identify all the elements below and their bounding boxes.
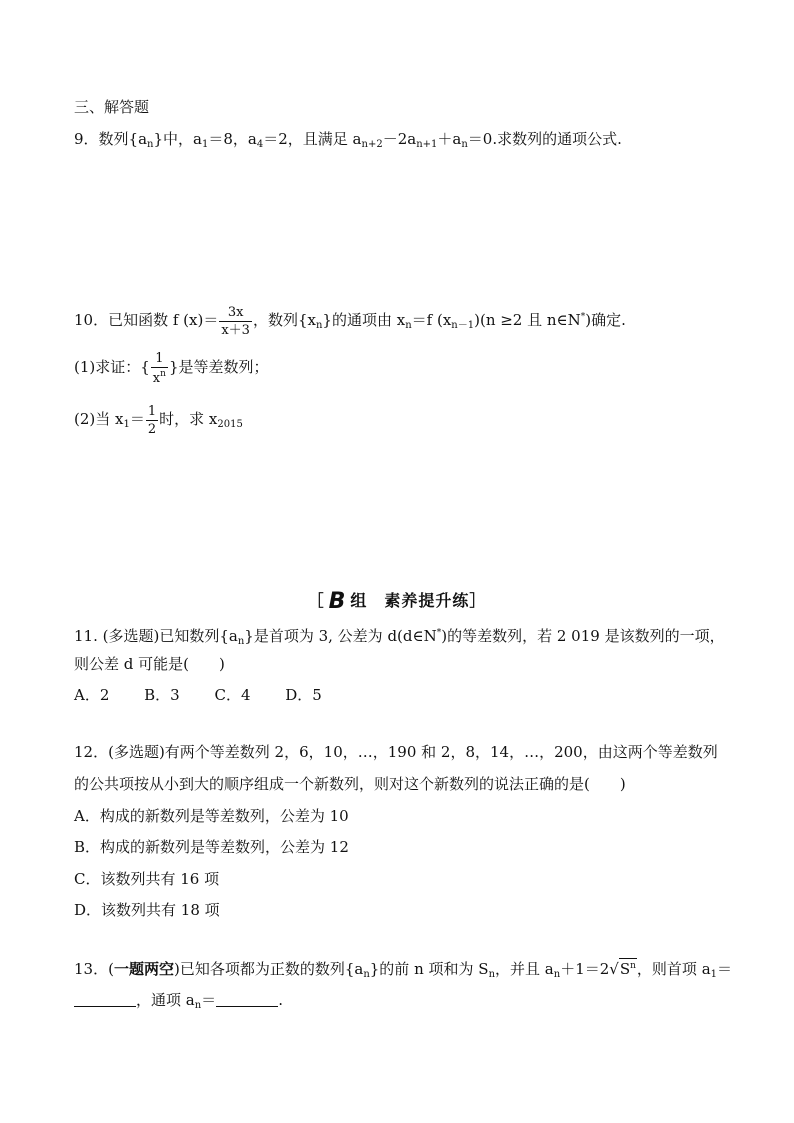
fraction — [146, 405, 158, 436]
option-c — [74, 869, 219, 889]
text-fragment: . — [278, 991, 283, 1009]
text-fragment: n — [363, 969, 370, 980]
text-fragment: ，并且 a — [495, 960, 554, 978]
text-fragment: n+2 — [361, 139, 383, 150]
text-fragment: 一题两空 — [113, 960, 174, 978]
text-fragment: ，则首项 a — [636, 960, 711, 978]
text-fragment: * — [436, 628, 442, 638]
question-12 — [74, 742, 718, 762]
text-fragment: 12．(多选题)有两个等差数列 2，6，10，…，190 和 2，8，14，…，200，由这两个等差数列 — [74, 743, 718, 761]
text-fragment: ］ — [469, 591, 487, 610]
text-fragment: (2)当 x — [74, 410, 124, 428]
text-fragment: n — [553, 969, 561, 980]
text-fragment: }是首项为 3, 公差为 d(d∈N — [244, 627, 437, 645]
text-fragment: )的等差数列，若 2 019 是该数列的一项， — [441, 627, 725, 645]
text-fragment: 10．已知函数 f (x)＝ — [74, 311, 219, 329]
text-fragment: A．2 B．3 C．4 D．5 — [74, 686, 322, 704]
fraction — [151, 352, 168, 385]
fraction — [219, 306, 252, 337]
text-fragment: 13．( — [74, 960, 114, 978]
text-fragment: x — [152, 370, 161, 386]
question-9 — [74, 129, 622, 155]
text-fragment: n — [630, 961, 636, 971]
text-fragment: 的公共项按从小到大的顺序组成一个新数列，则对这个新数列的说法正确的是( ) — [74, 775, 626, 793]
text-fragment: 11. (多选题)已知数列{a — [74, 627, 238, 645]
text-fragment: n+1 — [416, 139, 438, 150]
text-fragment: ＋1＝2 — [560, 960, 610, 978]
text-fragment: D．该数列共有 18 项 — [74, 901, 220, 919]
text-fragment: n — [237, 636, 245, 647]
answer-blank-1[interactable] — [74, 992, 136, 1007]
text-fragment: A．构成的新数列是等差数列，公差为 10 — [74, 807, 349, 825]
text-fragment: ＝f (x — [411, 311, 452, 329]
text-fragment: )已知各项都为正数的数列{a — [173, 960, 364, 978]
question-13 — [74, 958, 732, 985]
question-11 — [74, 623, 725, 652]
section-title — [74, 97, 149, 117]
question-10-part-1 — [74, 350, 268, 385]
text-fragment: B．构成的新数列是等差数列，公差为 12 — [74, 838, 349, 856]
text-fragment: n — [405, 320, 412, 331]
question-10-part-2 — [74, 402, 243, 442]
text-fragment: }中，a — [153, 130, 202, 148]
text-fragment: ＝2，且满足 a — [263, 130, 362, 148]
sqrt-symbol: √ — [609, 960, 619, 978]
text-fragment: ＋a — [437, 130, 462, 148]
text-fragment: 4 — [256, 139, 264, 150]
text-fragment: 组 — [350, 591, 368, 610]
text-fragment: 1 — [147, 403, 157, 419]
text-fragment: )确定. — [585, 311, 626, 329]
text-fragment: 1 — [123, 419, 130, 430]
text-fragment: n — [160, 368, 166, 379]
sqrt-radicand — [619, 958, 637, 976]
text-fragment: ＝ — [201, 991, 217, 1009]
text-fragment: 素养提升练 — [384, 591, 470, 610]
text-fragment: n — [488, 969, 496, 980]
text-fragment: B — [328, 589, 347, 614]
text-fragment: ，数列{x — [252, 311, 316, 329]
text-fragment: n — [147, 139, 154, 150]
question-11-options — [74, 685, 322, 705]
text-fragment: 1 — [155, 350, 164, 366]
text-fragment: (1)求证：{ — [74, 358, 150, 376]
text-fragment: )(n ≥2 且 n∈N — [474, 311, 581, 329]
text-fragment: ＝0.求数列的通项公式. — [467, 130, 622, 148]
text-fragment: n－1 — [451, 320, 475, 331]
text-fragment: n — [461, 139, 468, 150]
text-fragment: 则公差 d 可能是( ) — [74, 655, 225, 673]
text-fragment: ，通项 a — [136, 991, 195, 1009]
text-fragment: x＋3 — [221, 322, 250, 338]
text-fragment: 时，求 x — [159, 410, 218, 428]
text-fragment: 3x — [227, 304, 244, 320]
text-fragment: ＝ — [129, 410, 145, 428]
text-fragment: ［ — [307, 591, 325, 610]
question-11-line-2 — [74, 654, 225, 674]
text-fragment: 2 — [147, 421, 157, 437]
option-a — [74, 806, 349, 826]
text-fragment: －2a — [382, 130, 417, 148]
text-fragment: S — [619, 960, 631, 978]
question-12-line-2 — [74, 774, 626, 794]
text-fragment: n — [315, 320, 323, 331]
option-b — [74, 837, 349, 857]
text-fragment: }是等差数列； — [168, 358, 269, 376]
option-d — [74, 900, 220, 920]
text-fragment: 1 — [201, 139, 209, 150]
section-b-header — [0, 588, 794, 614]
text-fragment: 1 — [710, 969, 718, 980]
text-fragment: n — [194, 1000, 202, 1011]
text-fragment: }的通项由 x — [322, 311, 406, 329]
text-fragment: * — [580, 312, 586, 322]
question-10 — [74, 300, 626, 343]
answer-blank-2[interactable] — [216, 992, 278, 1007]
text-fragment: 9．数列{a — [74, 130, 148, 148]
text-fragment: C．该数列共有 16 项 — [74, 870, 220, 888]
text-fragment: 三、解答题 — [74, 98, 150, 116]
text-fragment: }的前 n 项和为 S — [369, 960, 489, 978]
text-fragment: ＝ — [717, 960, 733, 978]
text-fragment: ＝8，a — [208, 130, 257, 148]
text-fragment: 2015 — [217, 419, 243, 430]
question-13-line-2 — [74, 990, 283, 1016]
